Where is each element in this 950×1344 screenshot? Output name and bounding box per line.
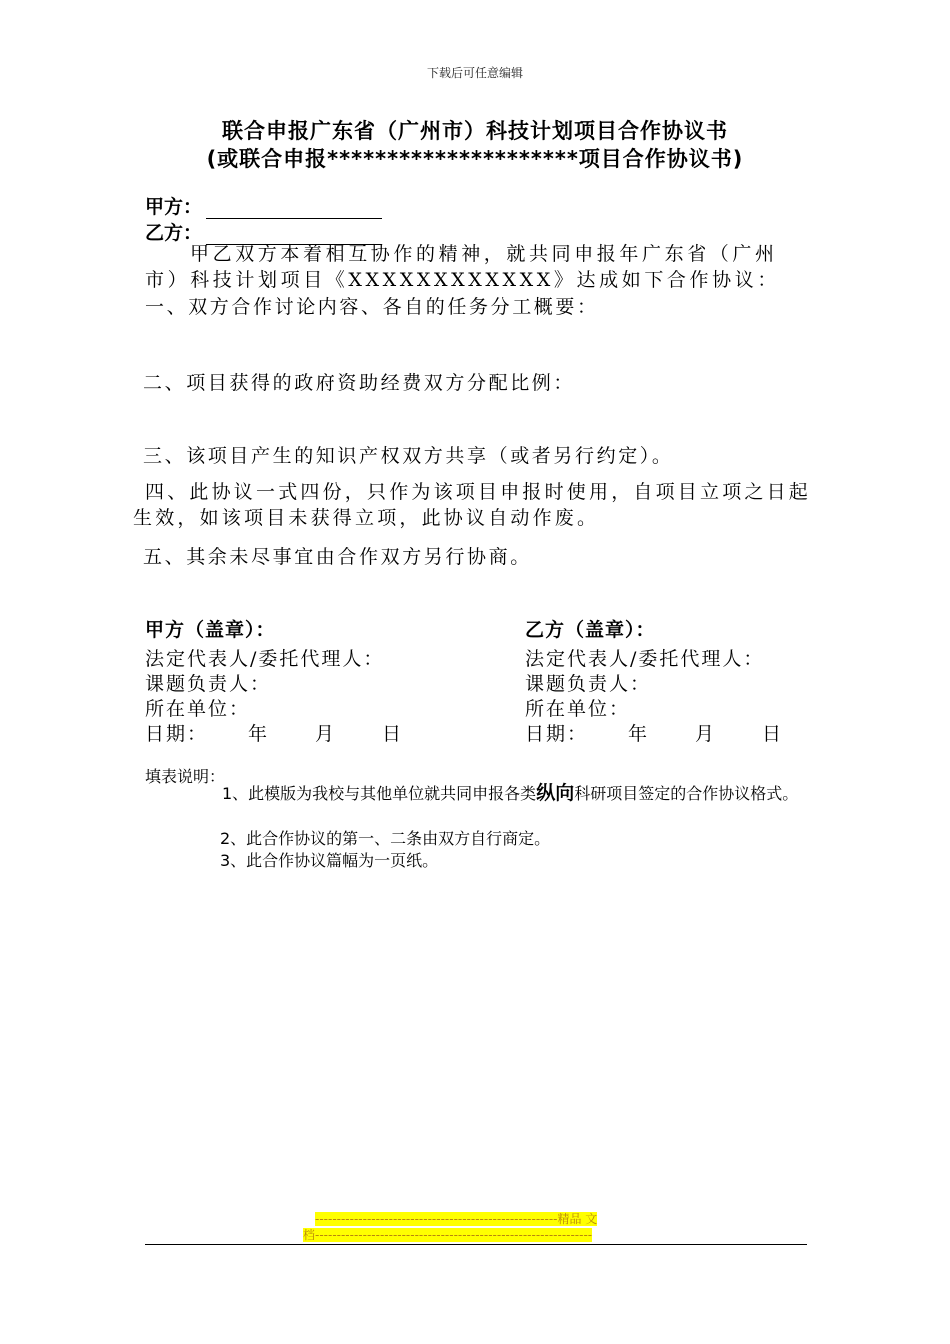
footer-highlight-line-1: --------------------------------------------------------精品 文 <box>315 1212 598 1226</box>
document-title: 联合申报广东省（广州市）科技计划项目合作协议书 <box>222 119 728 143</box>
party-b-representative: 法定代表人/委托代理人： <box>525 648 765 670</box>
party-a-date-label: 日期： <box>145 723 209 745</box>
intro-paragraph: 甲乙双方本着相互协作的精神，就共同申报年广东省（广州市）科技计划项目《XXXXXXXXXXXX》达成如下合作协议： <box>145 243 780 291</box>
clause-2: 二、项目获得的政府资助经费双方分配比例： <box>143 372 576 394</box>
party-b-date-line <box>525 719 783 744</box>
party-a-month: 月 <box>315 723 337 745</box>
party-b-seal-title: 乙方（盖章）： <box>525 619 656 641</box>
clause-4: 四、此协议一式四份，只作为该项目申报时使用，自项目立项之日起生效，如该项目未获得立项，此协议自动作废。 <box>133 481 812 529</box>
note-item-1-post: 科研项目签定的合作协议格式。 <box>574 784 799 803</box>
signature-party-a <box>145 615 403 744</box>
party-b-label: 乙方： <box>145 222 203 244</box>
footer-highlight-line-2: 档---------------------------------------------------------------- <box>303 1228 593 1242</box>
party-a-year: 年 <box>248 723 270 745</box>
footer-rule <box>145 1244 807 1245</box>
party-a-seal-title: 甲方（盖章）： <box>145 619 276 641</box>
note-item-3: 3、此合作协议篇幅为一页纸。 <box>220 851 439 870</box>
party-a-label: 甲方： <box>145 196 203 218</box>
party-a-project-leader: 课题负责人： <box>145 673 272 695</box>
document-subtitle: (或联合申报*********************项目合作协议书) <box>206 147 744 171</box>
party-b-year: 年 <box>628 723 650 745</box>
party-b-day: 日 <box>762 723 784 745</box>
clause-5: 五、其余未尽事宜由合作双方另行协商。 <box>143 546 532 568</box>
party-b-month: 月 <box>695 723 717 745</box>
party-b-project-leader: 课题负责人： <box>525 673 652 695</box>
signature-party-b <box>525 615 783 744</box>
notes-heading: 填表说明： <box>145 767 226 786</box>
party-a-unit: 所在单位： <box>145 698 251 720</box>
party-a-date-line <box>145 719 403 744</box>
clause-1: 一、双方合作讨论内容、各自的任务分工概要： <box>145 296 599 318</box>
clause-3: 三、该项目产生的知识产权双方共享（或者另行约定）。 <box>143 445 674 467</box>
note-item-1 <box>222 784 807 803</box>
party-a-day: 日 <box>382 723 404 745</box>
party-a-representative: 法定代表人/委托代理人： <box>145 648 385 670</box>
note-item-1-emphasis: 纵向 <box>536 782 575 804</box>
party-b-unit: 所在单位： <box>525 698 631 720</box>
party-a-line <box>145 192 382 219</box>
header-note: 下载后可任意编辑 <box>426 66 523 80</box>
note-item-2: 2、此合作协议的第一、二条由双方自行商定。 <box>220 829 551 848</box>
note-item-1-pre: 1、此模版为我校与其他单位就共同申报各类 <box>222 784 537 803</box>
party-a-blank <box>206 200 382 219</box>
party-b-date-label: 日期： <box>525 723 589 745</box>
